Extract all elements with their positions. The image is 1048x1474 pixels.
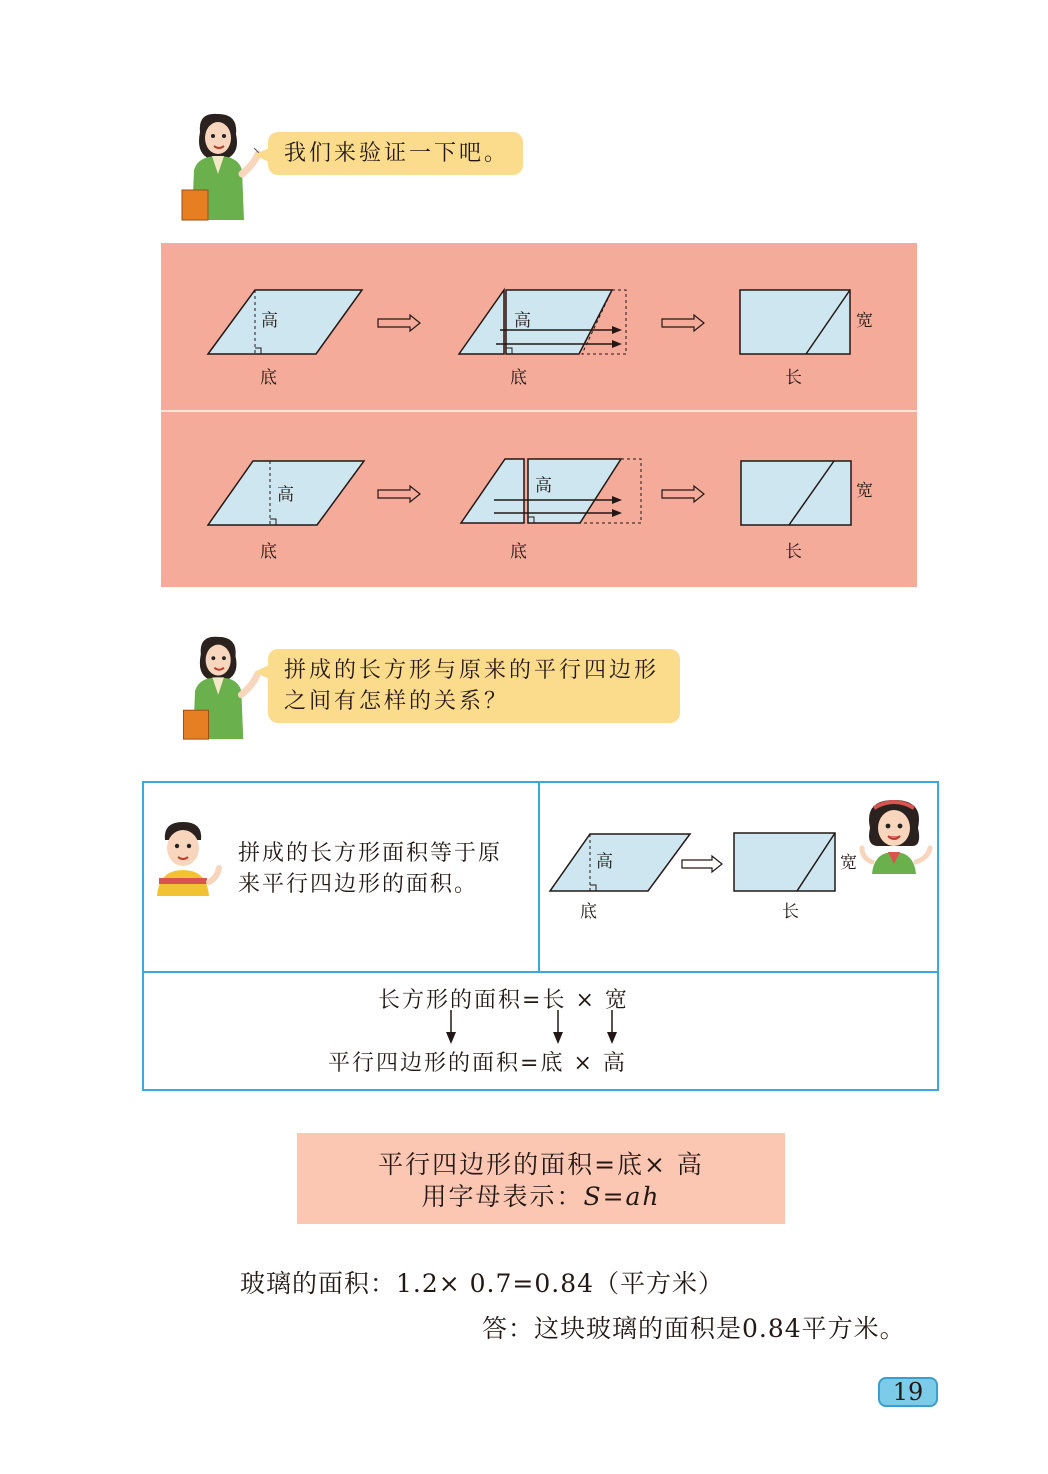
summary-line-1: 平行四边形的面积=底× 高 (378, 1150, 704, 1179)
down-arrow-icon (446, 1010, 456, 1044)
page-number: 19 (878, 1377, 938, 1407)
summary-line-2-prefix: 用字母表示： (421, 1182, 584, 1211)
label-length: 长 (782, 902, 799, 922)
times-sign: × (573, 1051, 594, 1076)
parallelogram-area-formula (328, 1046, 627, 1077)
question-line-2: 之间有怎样的关系？ (284, 689, 510, 714)
down-arrow-icon (553, 1010, 563, 1044)
rect-width: 宽 (604, 988, 629, 1013)
label-base: 底 (260, 542, 277, 562)
label-length: 长 (785, 368, 802, 388)
answer-line: 答：这块玻璃的面积是0.84平方米。 (482, 1314, 906, 1343)
question-line-1: 拼成的长方形与原来的平行四边形 (284, 658, 660, 683)
boy-statement-line-1: 拼成的长方形面积等于原 (238, 841, 503, 866)
label-base: 底 (510, 368, 527, 388)
label-height: 高 (596, 852, 613, 872)
label-height: 高 (535, 476, 552, 496)
rect-length: 长 (542, 988, 567, 1013)
label-base: 底 (260, 368, 277, 388)
label-height: 高 (514, 311, 531, 331)
summary-line-2 (297, 1181, 785, 1213)
speech-bubble-verify: 我们来验证一下吧。 (268, 132, 523, 175)
label-height: 高 (277, 485, 294, 505)
label-height: 高 (261, 311, 278, 331)
calculation-line: 玻璃的面积：1.2× 0.7=0.84（平方米） (240, 1269, 725, 1298)
boy-statement-line-2: 来平行四边形的面积。 (238, 872, 479, 897)
label-length: 长 (785, 542, 802, 562)
label-base: 底 (510, 542, 527, 562)
rectangle-area-text: 长方形的面积 (378, 988, 523, 1013)
label-width: 宽 (856, 481, 873, 501)
summary-letter-formula: S=ah (583, 1182, 661, 1211)
label-base: 底 (580, 902, 597, 922)
formula-summary (297, 1133, 785, 1224)
label-width: 宽 (840, 853, 857, 873)
label-width: 宽 (856, 311, 873, 331)
parallelogram-area-text: 平行四边形的面积 (328, 1051, 521, 1076)
equals-sign: = (522, 988, 543, 1013)
times-sign: × (575, 988, 596, 1013)
para-base: 底 (540, 1051, 565, 1076)
equals-sign: = (520, 1051, 541, 1076)
para-height: 高 (602, 1051, 627, 1076)
down-arrow-icon (607, 1010, 617, 1044)
